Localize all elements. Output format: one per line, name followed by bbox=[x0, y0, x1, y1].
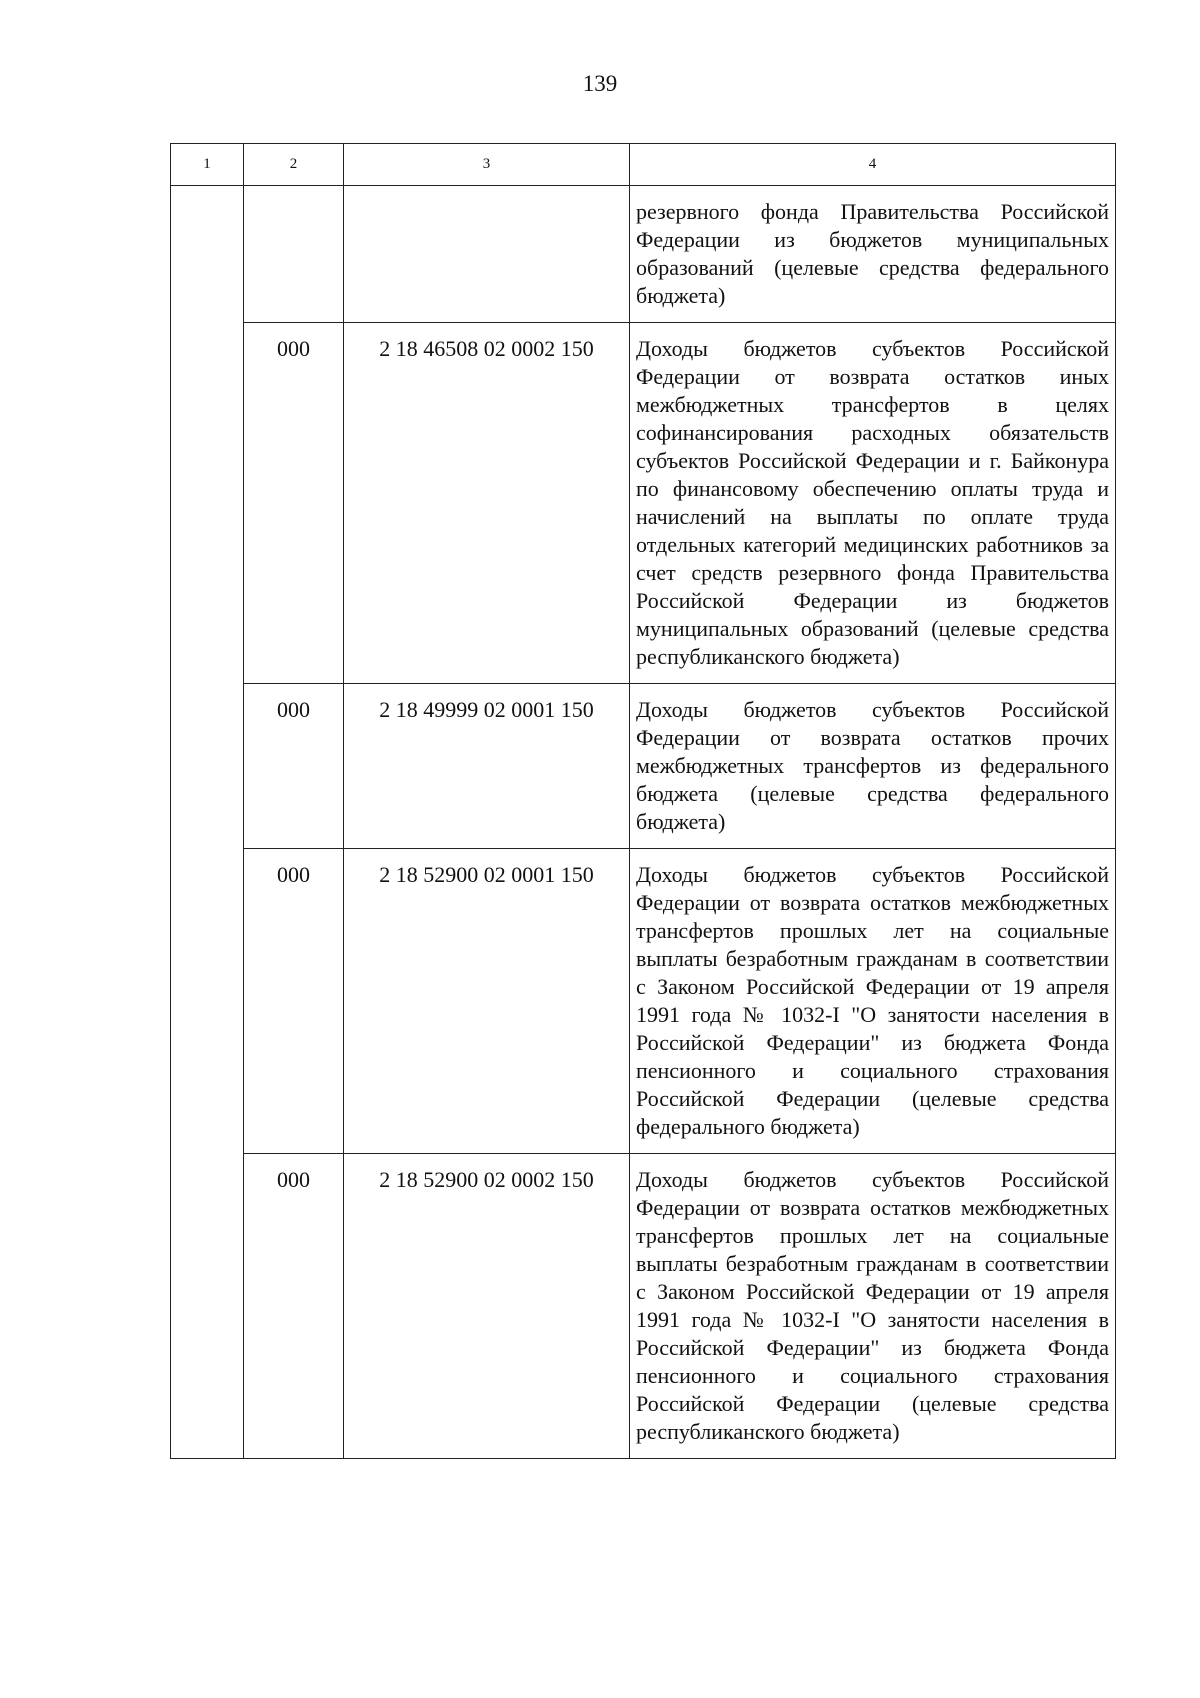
table-row bbox=[171, 684, 1116, 849]
description-text: Доходы бюджетов субъектов Российской Федерации от возврата остатков межбюджетных трансфертов прошлых лет на социальные выплаты безработным гражданам в соответствии с Законом Российской Федерации от 19 апреля 1991 года № 1032-I "О занятости населения в Российской Федерации" из бюджета Фонда пенсионного и социального страхования Российской Федерации (целевые средства федерального бюджета) bbox=[636, 862, 1109, 1139]
admin-code-cell: 000 bbox=[244, 849, 344, 1154]
description-cell bbox=[630, 684, 1116, 849]
admin-code-cell: 000 bbox=[244, 323, 344, 684]
column-header-3: 3 bbox=[344, 144, 630, 186]
budget-code-cell: 2 18 49999 02 0001 150 bbox=[344, 684, 630, 849]
description-text: Доходы бюджетов субъектов Российской Федерации от возврата остатков иных межбюджетных трансфертов в целях софинансирования расходных обязательств субъектов Российской Федерации и г. Байконура по финансовому обеспечению оплаты труда и начислений на выплаты по оплате труда отдельных категорий медицинских работников за счет средств резервного фонда Правительства Российской Федерации из бюджетов муниципальных образований (целевые средства республиканского бюджета) bbox=[636, 336, 1109, 669]
admin-code-cell: 000 bbox=[244, 1154, 344, 1459]
table-row bbox=[171, 849, 1116, 1154]
description-text: Доходы бюджетов субъектов Российской Федерации от возврата остатков прочих межбюджетных трансфертов из федерального бюджета (целевые средства федерального бюджета) bbox=[636, 697, 1109, 834]
budget-code-cell bbox=[344, 186, 630, 323]
budget-codes-table bbox=[170, 143, 1116, 1459]
budget-code-cell: 2 18 46508 02 0002 150 bbox=[344, 323, 630, 684]
column-header-1: 1 bbox=[171, 144, 244, 186]
admin-code-cell: 000 bbox=[244, 684, 344, 849]
page-number: 139 bbox=[582, 71, 618, 96]
column-header-4: 4 bbox=[630, 144, 1116, 186]
description-cell bbox=[630, 849, 1116, 1154]
table-row bbox=[171, 1154, 1116, 1459]
admin-code-cell bbox=[244, 186, 344, 323]
description-cell bbox=[630, 186, 1116, 323]
column-header-2: 2 bbox=[244, 144, 344, 186]
description-cell bbox=[630, 1154, 1116, 1459]
description-text: резервного фонда Правительства Российской Федерации из бюджетов муниципальных образований (целевые средства федерального бюджета) bbox=[636, 199, 1109, 308]
table-row bbox=[171, 186, 1116, 323]
table-header-row bbox=[171, 144, 1116, 186]
table-row bbox=[171, 323, 1116, 684]
description-text: Доходы бюджетов субъектов Российской Федерации от возврата остатков межбюджетных трансфертов прошлых лет на социальные выплаты безработным гражданам в соответствии с Законом Российской Федерации от 19 апреля 1991 года № 1032-I "О занятости населения в Российской Федерации" из бюджета Фонда пенсионного и социального страхования Российской Федерации (целевые средства республиканского бюджета) bbox=[636, 1167, 1109, 1444]
budget-code-cell: 2 18 52900 02 0002 150 bbox=[344, 1154, 630, 1459]
budget-code-cell: 2 18 52900 02 0001 150 bbox=[344, 849, 630, 1154]
column-1-merged-cell bbox=[171, 186, 244, 1459]
description-cell bbox=[630, 323, 1116, 684]
